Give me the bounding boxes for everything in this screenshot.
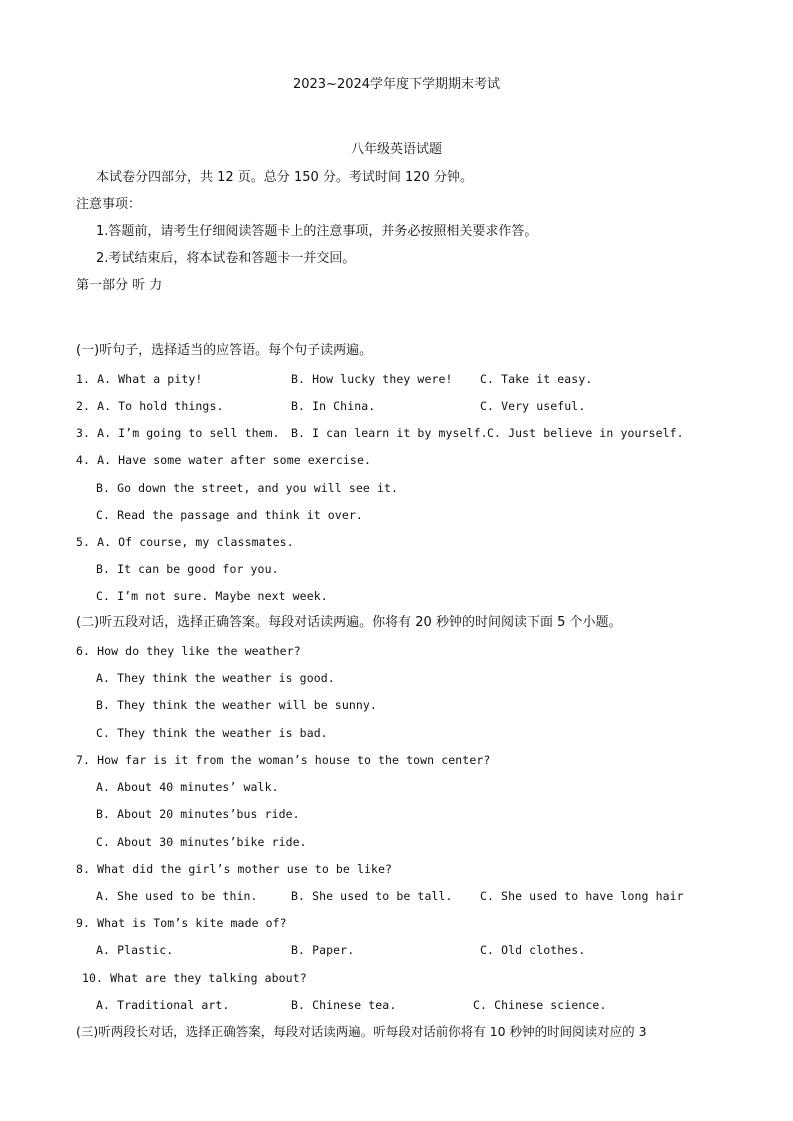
question-stem: 10. What are they talking about? <box>82 971 307 985</box>
section-instruction: (三)听两段长对话，选择正确答案，每段对话读两遍。听每段对话前你将有 10 秒钟的时间阅读对应的 3 <box>76 1024 647 1039</box>
option-b: B. They think the weather will be sunny. <box>96 698 377 712</box>
question-stem: 7. How far is it from the woman’s house to the town center? <box>76 753 491 767</box>
exam-title: 2023~2024学年度下学期期末考试 <box>292 77 501 92</box>
option-b: B. About 20 minutes’bus ride. <box>96 807 300 821</box>
exam-intro: 本试卷分四部分，共 12 页。总分 150 分。考试时间 120 分钟。 <box>96 170 473 185</box>
option-a: A. About 40 minutes’ walk. <box>96 780 279 794</box>
part-heading: 第一部分 听 力 <box>76 278 163 293</box>
option-c: C. They think the weather is bad. <box>96 726 328 740</box>
option-a: A. Traditional art. <box>96 998 230 1012</box>
option-c: C. I’m not sure. Maybe next week. <box>96 589 328 603</box>
note-item: 2.考试结束后，将本试卷和答题卡一并交回。 <box>96 251 356 266</box>
option-a: 1. A. What a pity! <box>76 372 203 386</box>
option-b: B. In China. <box>291 399 376 413</box>
option-a: 4. A. Have some water after some exercise. <box>76 453 371 467</box>
option-c: C. Take it easy. <box>480 372 593 386</box>
option-b: B. Chinese tea. <box>291 998 397 1012</box>
question-stem: 8. What did the girl’s mother use to be like? <box>76 862 393 876</box>
notes-heading: 注意事项： <box>76 197 142 212</box>
option-b: B. She used to be tall. <box>291 889 453 903</box>
option-b: B. Paper. <box>291 943 355 957</box>
exam-subtitle: 八年级英语试题 <box>350 142 442 157</box>
section-instruction: (二)听五段对话，选择正确答案。每段对话读两遍。你将有 20 秒钟的时间阅读下面 5 个小题。 <box>76 615 622 630</box>
option-a: A. They think the weather is good. <box>96 671 335 685</box>
note-item: 1.答题前，请考生仔细阅读答题卡上的注意事项，并务必按照相关要求作答。 <box>96 224 538 239</box>
option-c: C. She used to have long hair <box>480 889 684 903</box>
section-instruction: (一)听句子，选择适当的应答语。每个句子读两遍。 <box>76 343 373 358</box>
option-a: 5. A. Of course, my classmates. <box>76 535 294 549</box>
option-a: 3. A. I’m going to sell them. <box>76 426 280 440</box>
option-b: B. It can be good for you. <box>96 562 279 576</box>
option-c: C. Just believe in yourself. <box>487 426 684 440</box>
option-c: C. Old clothes. <box>480 943 586 957</box>
option-c: C. Chinese science. <box>473 998 607 1012</box>
option-a: 2. A. To hold things. <box>76 399 224 413</box>
option-b: B. I can learn it by myself. <box>291 426 488 440</box>
option-a: A. Plastic. <box>96 943 174 957</box>
option-c: C. Read the passage and think it over. <box>96 508 363 522</box>
option-b: B. Go down the street, and you will see it. <box>96 481 399 495</box>
option-c: C. About 30 minutes’bike ride. <box>96 835 307 849</box>
option-c: C. Very useful. <box>480 399 586 413</box>
option-b: B. How lucky they were! <box>291 372 453 386</box>
question-stem: 9. What is Tom’s kite made of? <box>76 916 287 930</box>
option-a: A. She used to be thin. <box>96 889 258 903</box>
question-stem: 6. How do they like the weather? <box>76 644 301 658</box>
